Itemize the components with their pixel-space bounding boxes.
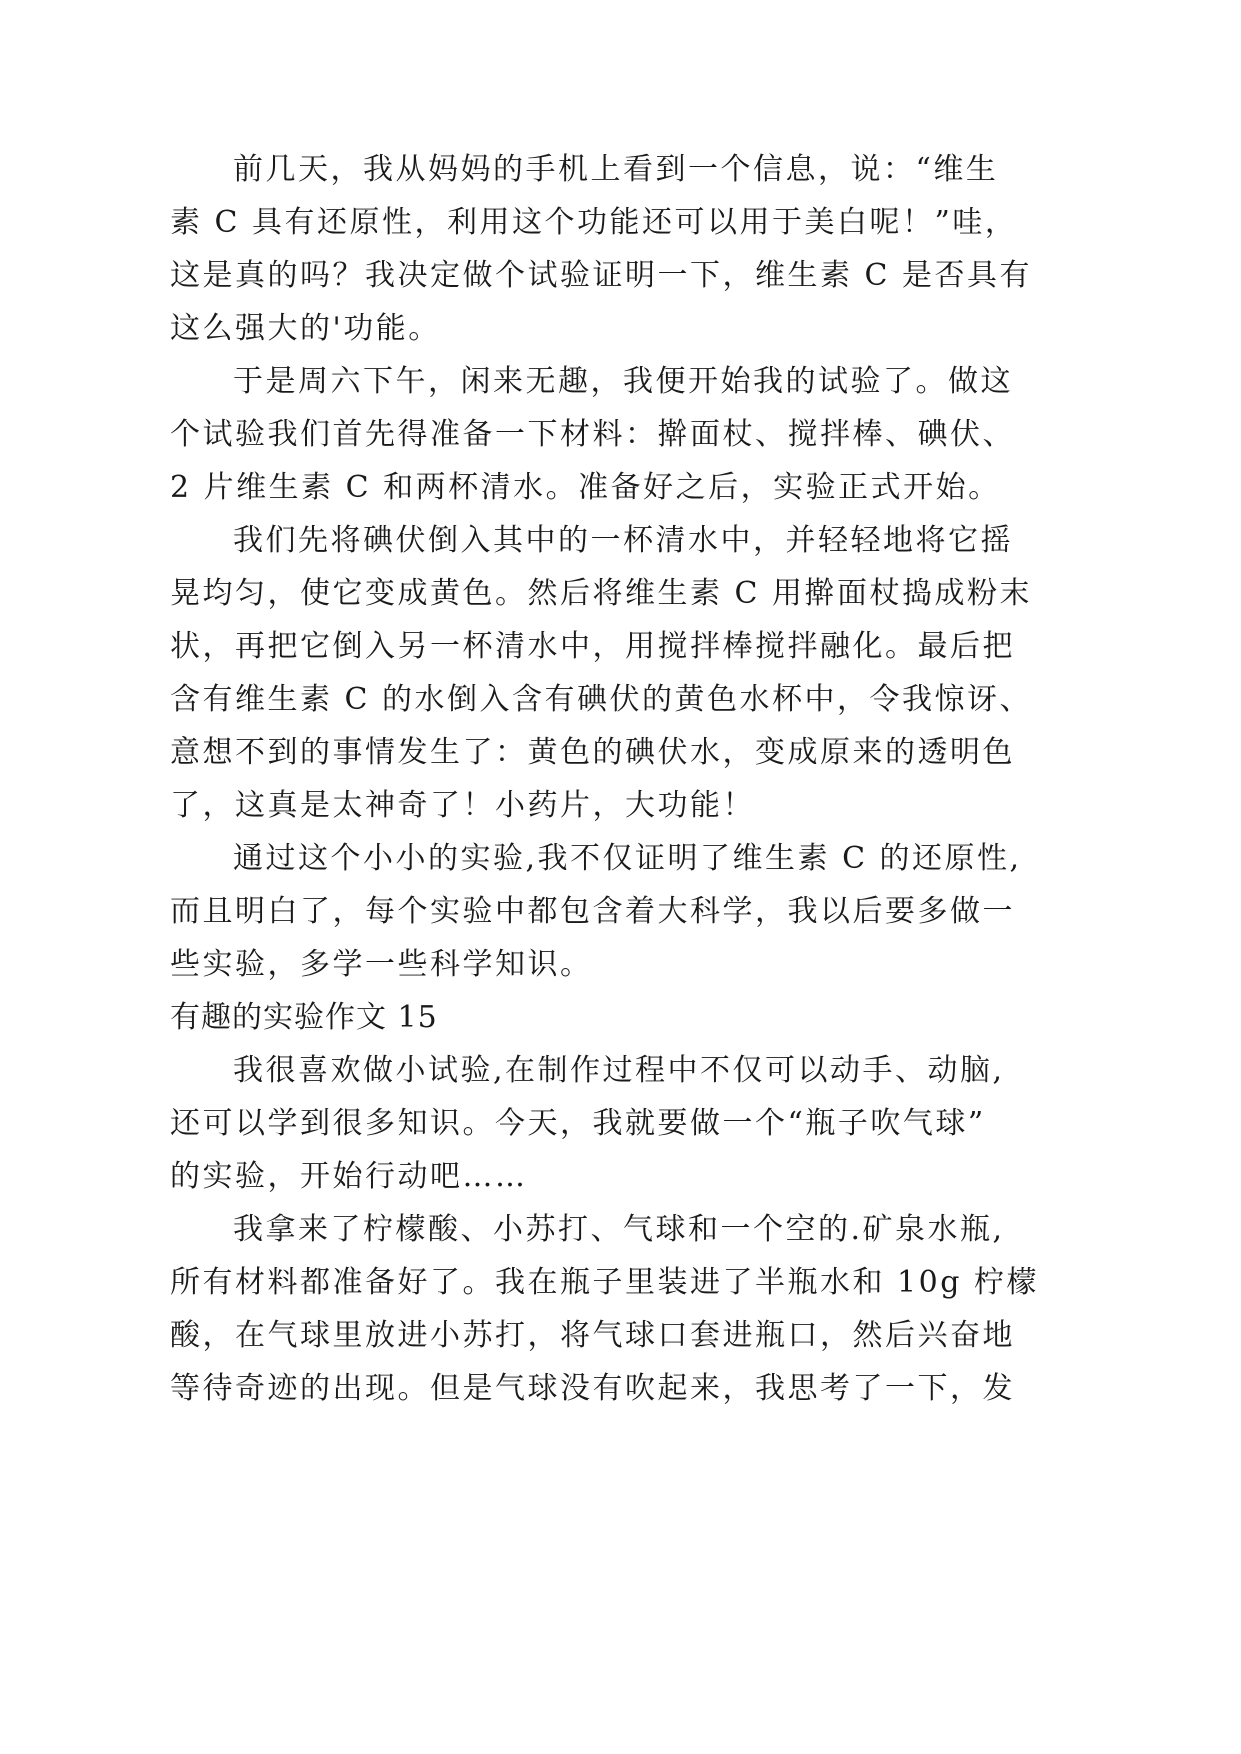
paragraph-line: 的实验，开始行动吧…… (170, 1159, 528, 1194)
paragraph-line: 我拿来了柠檬酸、小苏打、气球和一个空的.矿泉水瓶, (233, 1212, 1005, 1247)
paragraph-line: 于是周六下午，闲来无趣，我便开始我的试验了。做这 (233, 364, 1013, 399)
paragraph-line: 含有维生素 C 的水倒入含有碘伏的黄色水杯中，令我惊讶、 (170, 682, 1033, 717)
paragraph-line: 而且明白了，每个实验中都包含着大科学，我以后要多做一 (170, 894, 1015, 929)
paragraph-line: 这是真的吗？我决定做个试验证明一下，维生素 C 是否具有 (170, 258, 1033, 293)
paragraph-line: 这么强大的'功能。 (170, 311, 441, 346)
paragraph-line: 素 C 具有还原性，利用这个功能还可以用于美白呢！”哇， (170, 205, 1018, 240)
paragraph-line: 还可以学到很多知识。今天，我就要做一个“瓶子吹气球” (170, 1106, 986, 1141)
paragraph-line: 晃均匀，使它变成黄色。然后将维生素 C 用擀面杖捣成粉末 (170, 576, 1033, 611)
paragraph-line: 所有材料都准备好了。我在瓶子里装进了半瓶水和 10g 柠檬 (170, 1265, 1039, 1300)
paragraph-line: 些实验，多学一些科学知识。 (170, 947, 593, 982)
paragraph-line: 我们先将碘伏倒入其中的一杯清水中，并轻轻地将它摇 (233, 523, 1013, 558)
paragraph-line: 个试验我们首先得准备一下材料：擀面杖、搅拌棒、碘伏、 (170, 417, 1015, 452)
paragraph-line: 通过这个小小的实验,我不仅证明了维生素 C 的还原性, (233, 841, 1022, 876)
paragraph-line: 我很喜欢做小试验,在制作过程中不仅可以动手、动脑, (233, 1053, 1005, 1088)
paragraph-line: 前几天，我从妈妈的手机上看到一个信息，说：“维生 (233, 152, 999, 187)
paragraph-line: 酸，在气球里放进小苏打，将气球口套进瓶口，然后兴奋地 (170, 1318, 1015, 1353)
paragraph-line: 了，这真是太神奇了！小药片，大功能！ (170, 788, 755, 823)
paragraph-line: 意想不到的事情发生了：黄色的碘伏水，变成原来的透明色 (170, 735, 1015, 770)
paragraph-line: 2 片维生素 C 和两杯清水。准备好之后，实验正式开始。 (170, 470, 1001, 505)
paragraph-line: 状，再把它倒入另一杯清水中，用搅拌棒搅拌融化。最后把 (170, 629, 1015, 664)
section-heading: 有趣的实验作文 15 (170, 1000, 438, 1035)
paragraph-line: 等待奇迹的出现。但是气球没有吹起来，我思考了一下，发 (170, 1371, 1015, 1406)
